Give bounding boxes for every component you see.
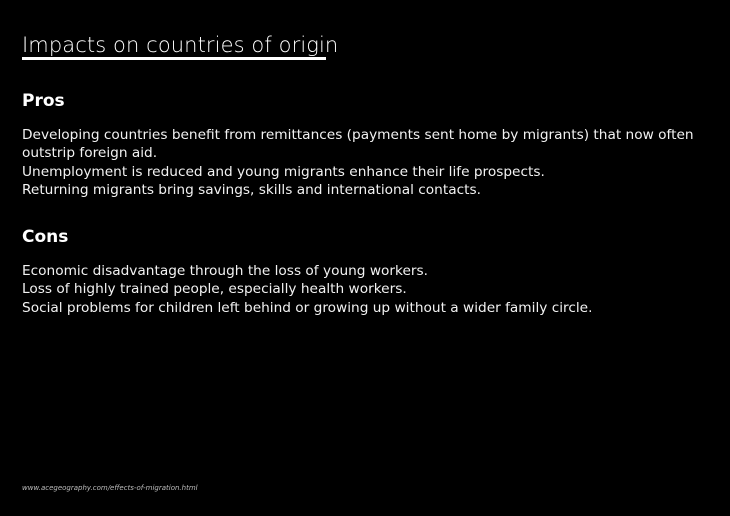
slide-title: Impacts on countries of origin [22, 33, 339, 57]
cons-item: Economic disadvantage through the loss of young workers. [22, 263, 428, 279]
pros-list [22, 126, 712, 200]
cons-item: Social problems for children left behind or growing up without a wider family circle. [22, 299, 593, 316]
pros-item: Returning migrants bring savings, skills and international contacts. [22, 182, 481, 199]
cons-item: Loss of highly trained people, especially health workers. [22, 281, 407, 298]
pros-item: Developing countries benefit from remittances (payments sent home by migrants) that now often outstrip foreign aid. [22, 127, 694, 162]
cons-heading: Cons [22, 227, 69, 247]
pros-heading: Pros [22, 91, 65, 111]
pros-item: Unemployment is reduced and young migrants enhance their life prospects. [22, 163, 545, 180]
title-underline [22, 57, 326, 60]
cons-list [22, 262, 712, 317]
source-link[interactable]: www.acegeography.com/effects-of-migration.html [22, 484, 198, 492]
